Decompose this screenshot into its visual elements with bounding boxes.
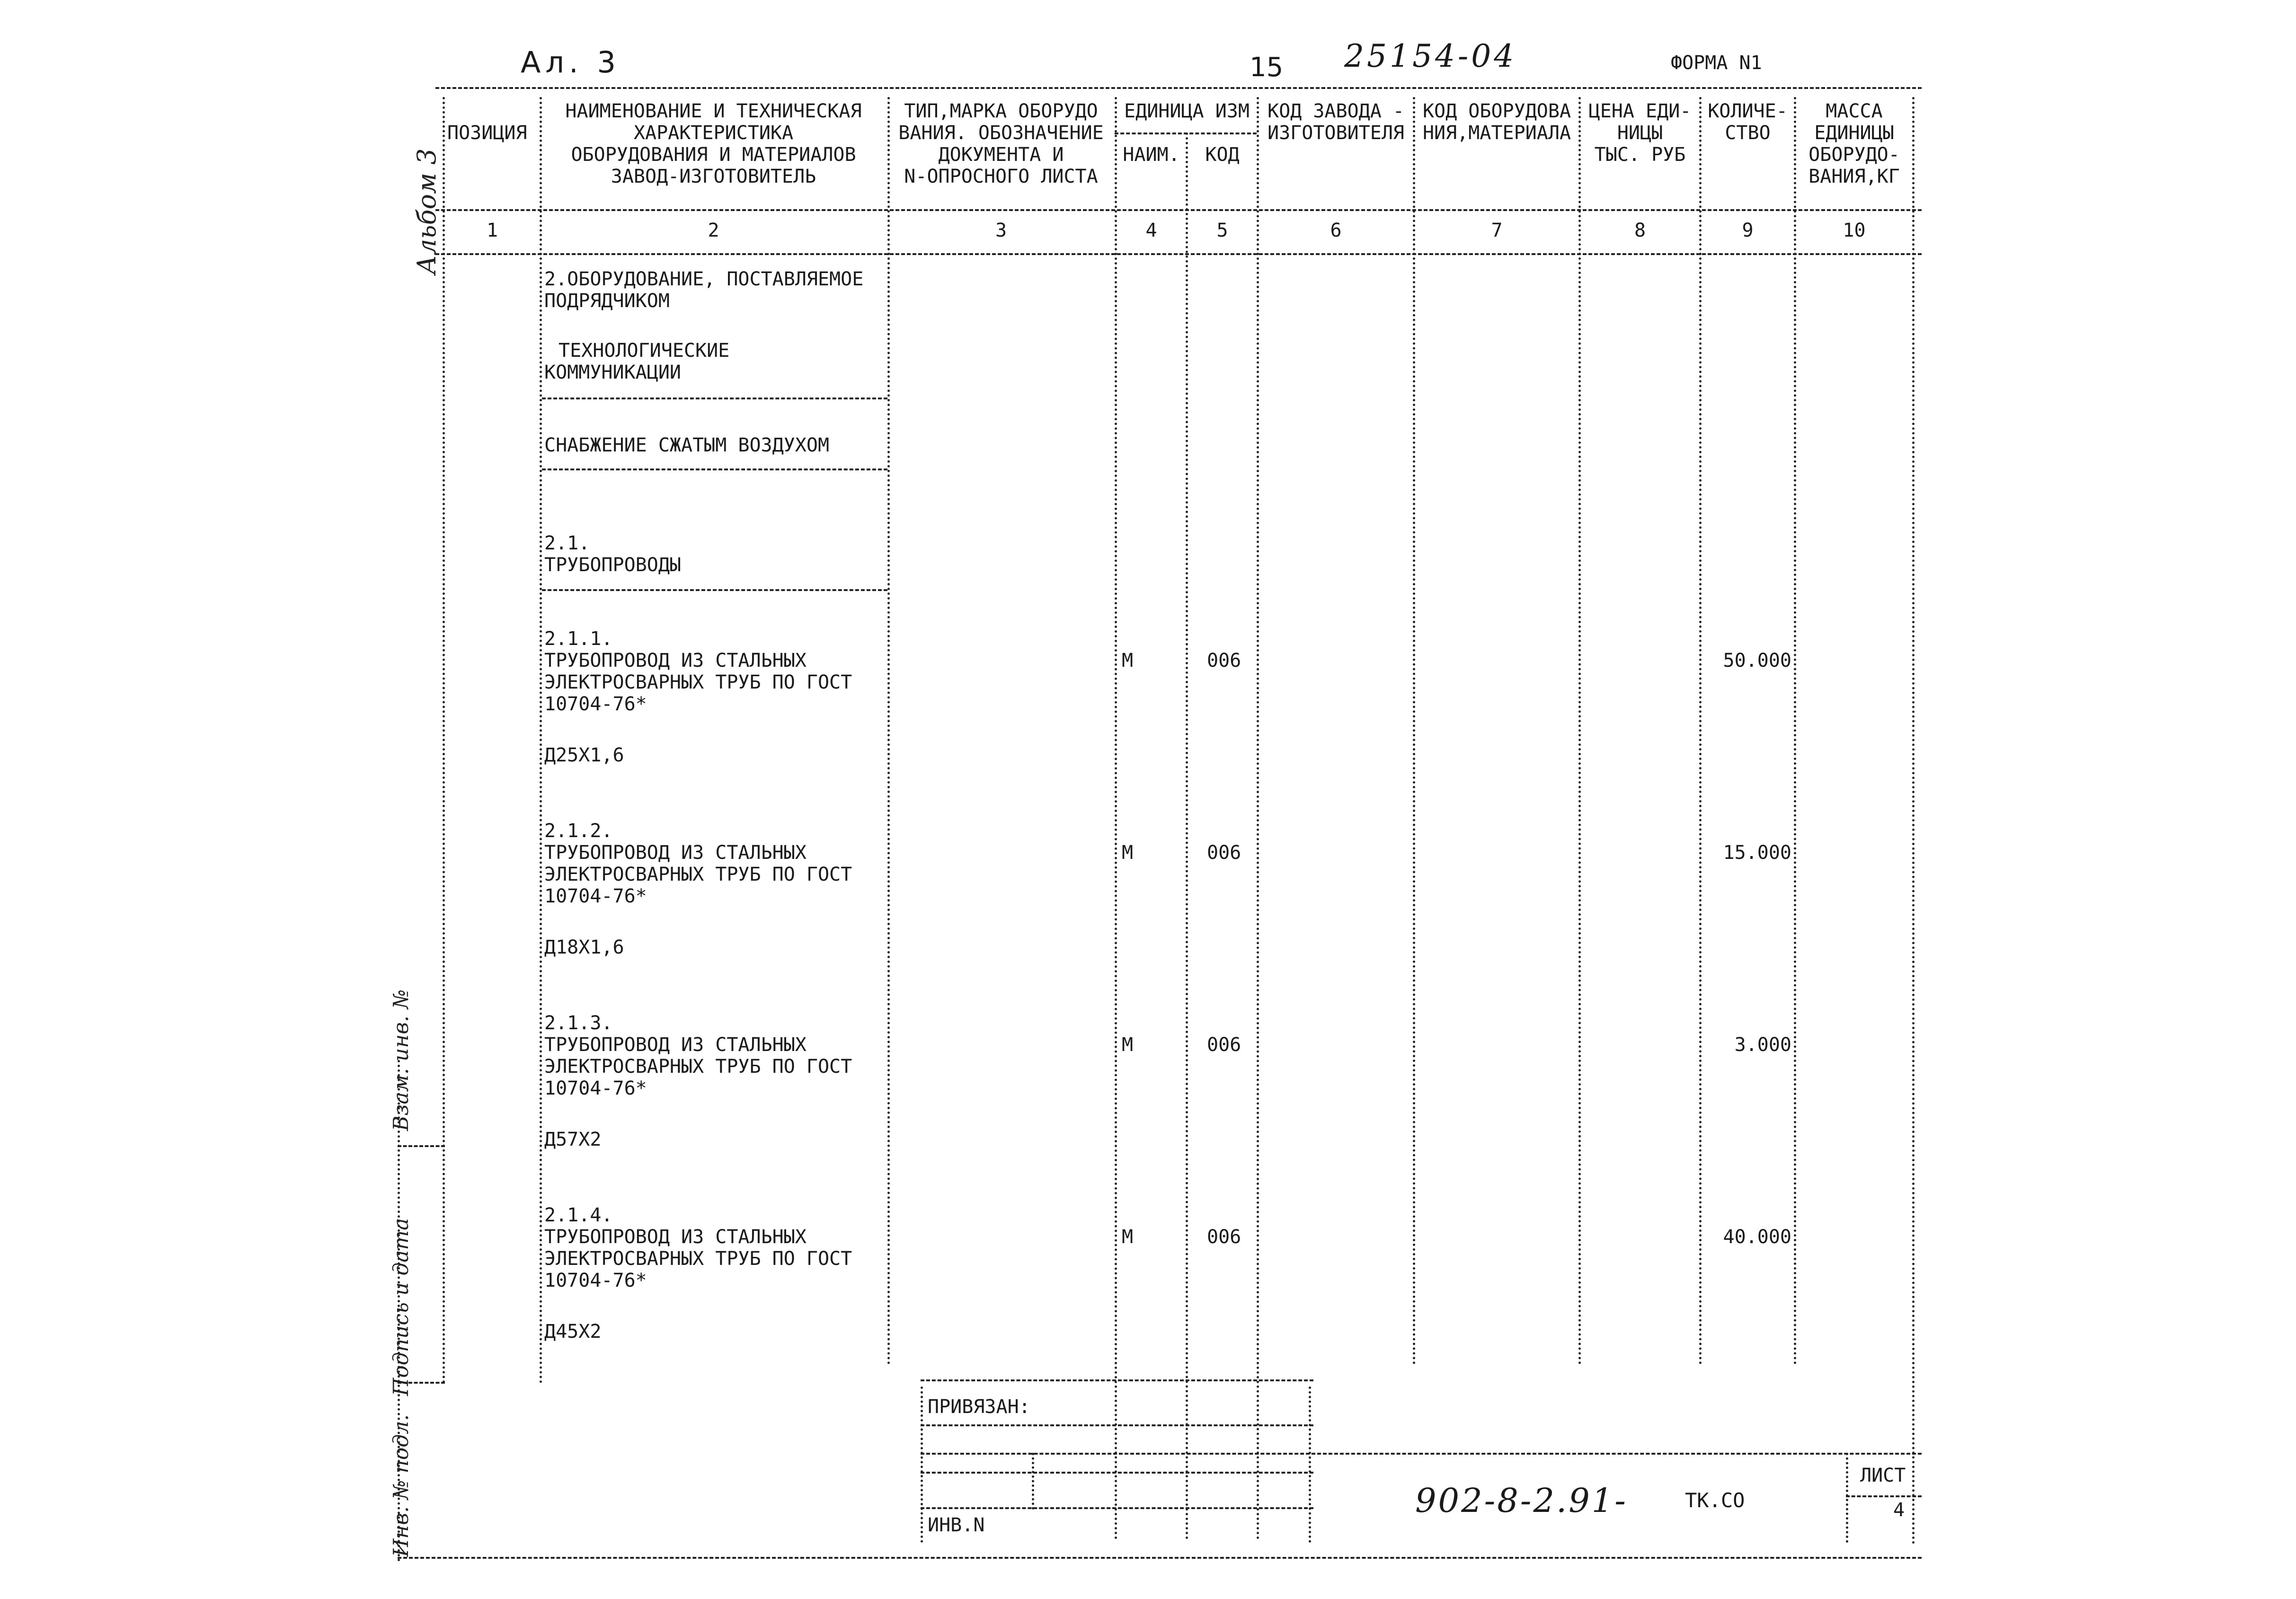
stamp-border bbox=[921, 1507, 1313, 1509]
stamp-border bbox=[1309, 1387, 1311, 1543]
document-code-handwritten: 25154-04 bbox=[1344, 38, 1517, 74]
header-col10-line: МАССА bbox=[1826, 100, 1883, 122]
header-col3-line: ДОКУМЕНТА И bbox=[938, 144, 1064, 166]
header-col7-line: КОД ОБОРУДОВА bbox=[1422, 100, 1571, 122]
header-col3-line: ВАНИЯ. ОБОЗНАЧЕНИЕ bbox=[898, 122, 1104, 144]
stamp-border bbox=[1032, 1453, 1034, 1510]
col-separator bbox=[1699, 97, 1702, 1365]
header-col6-line: ИЗГОТОВИТЕЛЯ bbox=[1268, 122, 1404, 144]
stamp-border bbox=[921, 1472, 1313, 1474]
table-row-unit: М bbox=[1122, 1226, 1134, 1248]
col-separator bbox=[443, 97, 445, 1384]
table-row-qty: 3.000 bbox=[1734, 1034, 1791, 1056]
table-row-name: ЭЛЕКТРОСВАРНЫХ ТРУБ ПО ГОСТ bbox=[544, 1056, 852, 1078]
header-unit-group: ЕДИНИЦА ИЗМ bbox=[1124, 100, 1250, 122]
stamp-doc-number: 902-8-2.91- bbox=[1415, 1481, 1628, 1520]
podpis-side-label: Подпись и дата bbox=[389, 1218, 413, 1396]
header-col4: НАИМ. bbox=[1123, 144, 1180, 166]
table-row-name: 2.1.3. bbox=[544, 1012, 613, 1034]
table-row-name: 10704-76* bbox=[544, 693, 647, 715]
table-row-name: Д45Х2 bbox=[544, 1321, 602, 1343]
side-stamp-border bbox=[398, 1060, 400, 1562]
table-row-name: 2.1.1. bbox=[544, 628, 613, 650]
page-number: 15 bbox=[1250, 52, 1284, 83]
column-number: 4 bbox=[1145, 220, 1157, 241]
col-separator bbox=[1115, 97, 1117, 1540]
table-row-name: ТРУБОПРОВОД ИЗ СТАЛЬНЫХ bbox=[544, 842, 807, 864]
table-row-name: Д18Х1,6 bbox=[544, 936, 624, 958]
header-col2-line: НАИМЕНОВАНИЕ И ТЕХНИЧЕСКАЯ bbox=[565, 100, 862, 122]
table-row-code: 006 bbox=[1207, 1034, 1241, 1056]
table-row-name: 10704-76* bbox=[544, 885, 647, 907]
col-separator bbox=[1257, 97, 1259, 1540]
stamp-border bbox=[921, 1379, 1313, 1381]
column-number: 10 bbox=[1843, 220, 1866, 241]
table-row-unit: М bbox=[1122, 1034, 1134, 1056]
col-separator bbox=[887, 97, 890, 1365]
header-col8-line: ЦЕНА ЕДИ- bbox=[1588, 100, 1692, 122]
form-label: ФОРМА N1 bbox=[1671, 52, 1762, 74]
table-row-name: ТРУБОПРОВОД ИЗ СТАЛЬНЫХ bbox=[544, 650, 807, 671]
stamp-border bbox=[921, 1424, 1313, 1426]
col-separator bbox=[1794, 97, 1796, 1365]
table-row-name: 2.1.4. bbox=[544, 1204, 613, 1226]
col-separator bbox=[1912, 97, 1915, 1545]
header-col8-line: НИЦЫ bbox=[1617, 122, 1663, 144]
table-row-name: 2.1. bbox=[544, 532, 590, 554]
table-row-name: ЭЛЕКТРОСВАРНЫХ ТРУБ ПО ГОСТ bbox=[544, 671, 852, 693]
column-number: 5 bbox=[1216, 220, 1228, 241]
table-row-name: ТРУБОПРОВОДЫ bbox=[544, 554, 681, 576]
header-col7-line: НИЯ,МАТЕРИАЛА bbox=[1422, 122, 1571, 144]
table-row-name: ЭЛЕКТРОСВАРНЫХ ТРУБ ПО ГОСТ bbox=[544, 864, 852, 885]
table-row-name: 2.ОБОРУДОВАНИЕ, ПОСТАВЛЯЕМОЕ bbox=[544, 268, 864, 290]
section-divider bbox=[542, 398, 887, 399]
header-col6-line: КОД ЗАВОДА - bbox=[1268, 100, 1404, 122]
table-top-border bbox=[435, 87, 1922, 89]
side-stamp-divider bbox=[398, 1382, 445, 1384]
table-row-code: 006 bbox=[1207, 842, 1241, 864]
album-side-label: Альбом 3 bbox=[412, 148, 442, 274]
column-number: 6 bbox=[1330, 220, 1342, 241]
header-col9-line: СТВО bbox=[1725, 122, 1771, 144]
section-divider bbox=[542, 468, 887, 470]
table-row-name: ТРУБОПРОВОД ИЗ СТАЛЬНЫХ bbox=[544, 1034, 807, 1056]
album-mark: Ал. 3 bbox=[521, 45, 621, 80]
table-row-qty: 50.000 bbox=[1723, 650, 1791, 671]
table-row-qty: 40.000 bbox=[1723, 1226, 1791, 1248]
table-row-name: 10704-76* bbox=[544, 1078, 647, 1099]
table-row-name: ПОДРЯДЧИКОМ bbox=[544, 290, 670, 312]
numbers-divider bbox=[435, 253, 1922, 255]
table-row-name: ТЕХНОЛОГИЧЕСКИЕ bbox=[558, 340, 730, 362]
table-row-unit: М bbox=[1122, 842, 1134, 864]
header-divider bbox=[435, 209, 1922, 211]
table-row-code: 006 bbox=[1207, 1226, 1241, 1248]
header-col1: ПОЗИЦИЯ bbox=[447, 122, 527, 144]
header-col2-line: ЗАВОД-ИЗГОТОВИТЕЛЬ bbox=[611, 166, 816, 187]
table-row-name: Д57Х2 bbox=[544, 1129, 602, 1150]
stamp-border bbox=[1846, 1453, 1848, 1543]
table-row-qty: 15.000 bbox=[1723, 842, 1791, 864]
col-separator bbox=[1578, 97, 1581, 1365]
column-number: 3 bbox=[995, 220, 1007, 241]
header-col8-line: ТЫС. РУБ bbox=[1594, 144, 1686, 166]
header-col9-line: КОЛИЧЕ- bbox=[1708, 100, 1788, 122]
header-col2-line: ХАРАКТЕРИСТИКА bbox=[633, 122, 794, 144]
stamp-border bbox=[1846, 1495, 1922, 1497]
stamp-sheet-label: ЛИСТ bbox=[1860, 1465, 1906, 1486]
column-number: 1 bbox=[486, 220, 498, 241]
vzam-inv-side-label: Взам. инв. № bbox=[389, 989, 413, 1131]
stamp-doc-suffix: ТК.СО bbox=[1685, 1489, 1745, 1512]
header-col3-line: ТИП,МАРКА ОБОРУДО bbox=[904, 100, 1098, 122]
col-separator bbox=[1413, 97, 1415, 1365]
side-stamp-divider bbox=[398, 1145, 445, 1147]
stamp-sheet-number: 4 bbox=[1893, 1499, 1905, 1521]
column-number: 2 bbox=[708, 220, 719, 241]
table-row-name: ЭЛЕКТРОСВАРНЫХ ТРУБ ПО ГОСТ bbox=[544, 1248, 852, 1270]
header-col2-line: ОБОРУДОВАНИЯ И МАТЕРИАЛОВ bbox=[571, 144, 856, 166]
stamp-inv: ИНВ.N bbox=[928, 1514, 985, 1536]
table-row-code: 006 bbox=[1207, 650, 1241, 671]
table-bottom-border bbox=[398, 1557, 1922, 1559]
table-row-name: КОММУНИКАЦИИ bbox=[544, 362, 681, 383]
column-number: 8 bbox=[1634, 220, 1646, 241]
table-row-name: СНАБЖЕНИЕ СЖАТЫМ ВОЗДУХОМ bbox=[544, 434, 830, 456]
column-number: 7 bbox=[1491, 220, 1503, 241]
table-row-name: Д25Х1,6 bbox=[544, 744, 624, 766]
table-row-name: 2.1.2. bbox=[544, 820, 613, 842]
section-divider bbox=[542, 589, 887, 591]
stamp-border bbox=[921, 1453, 1922, 1455]
header-col10-line: ВАНИЯ,КГ bbox=[1808, 166, 1900, 187]
col-separator bbox=[1186, 133, 1188, 1540]
header-col3-line: N-ОПРОСНОГО ЛИСТА bbox=[904, 166, 1098, 187]
table-row-name: ТРУБОПРОВОД ИЗ СТАЛЬНЫХ bbox=[544, 1226, 807, 1248]
header-col10-line: ОБОРУДО- bbox=[1808, 144, 1900, 166]
stamp-privyazan: ПРИВЯЗАН: bbox=[928, 1396, 1030, 1418]
table-row-unit: М bbox=[1122, 650, 1134, 671]
table-row-name: 10704-76* bbox=[544, 1270, 647, 1291]
col-separator bbox=[540, 97, 542, 1384]
stamp-border bbox=[921, 1387, 923, 1543]
column-number: 9 bbox=[1742, 220, 1754, 241]
header-col10-line: ЕДИНИЦЫ bbox=[1814, 122, 1894, 144]
inv-podl-side-label: Инв. № подл. bbox=[389, 1414, 413, 1557]
header-col5: КОД bbox=[1205, 144, 1240, 166]
